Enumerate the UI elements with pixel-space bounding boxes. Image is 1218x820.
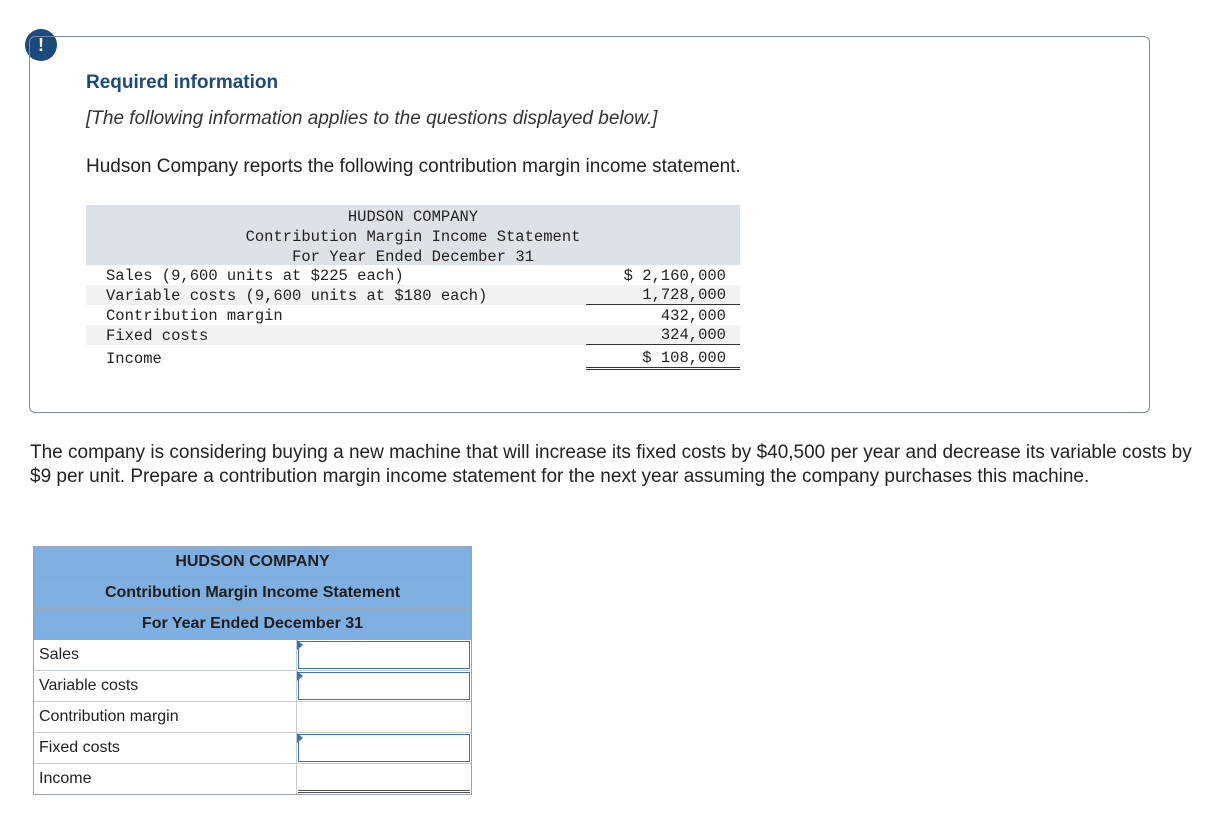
given-row-label: Contribution margin: [106, 307, 283, 325]
given-row-label: Fixed costs: [106, 327, 209, 345]
given-income-statement: [86, 205, 740, 373]
given-row-sales: [86, 265, 740, 285]
required-information-title: Required information: [86, 72, 279, 93]
answer-row-label: Sales: [34, 640, 297, 670]
answer-row-label: Contribution margin: [34, 702, 297, 732]
input-flag-icon: [297, 671, 303, 681]
input-flag-icon: [297, 733, 303, 743]
answer-row-label: Variable costs: [34, 671, 297, 701]
input-flag-icon: [297, 640, 303, 650]
answer-row-income: [34, 764, 471, 794]
answer-row-contribution-margin: [34, 702, 471, 733]
answer-row-variable-costs: [34, 671, 471, 702]
answer-row-label: Income: [34, 764, 297, 794]
answer-statement-title: Contribution Margin Income Statement: [34, 578, 471, 609]
answer-cell: [297, 640, 471, 670]
sales-amount-input[interactable]: [298, 641, 470, 669]
alert-icon: !: [25, 29, 57, 61]
answer-cell: [297, 764, 471, 794]
given-row-label: Variable costs (9,600 units at $180 each): [106, 287, 488, 305]
applies-note: [The following information applies to the questions displayed below.]: [86, 108, 658, 129]
given-row-income: [86, 345, 740, 373]
income-amount-field: [298, 765, 470, 793]
answer-cell: [297, 702, 471, 732]
answer-cell: [297, 671, 471, 701]
given-row-contribution-margin: [86, 305, 740, 325]
given-row-amount: $ 108,000: [586, 349, 740, 370]
answer-cell: [297, 733, 471, 763]
given-company-name: HUDSON COMPANY: [347, 208, 479, 226]
answer-company-name: HUDSON COMPANY: [34, 547, 471, 578]
given-statement-header: [86, 205, 740, 265]
answer-row-sales: [34, 640, 471, 671]
fixed-costs-amount-input[interactable]: [298, 734, 470, 762]
question-text: The company is considering buying a new machine that will increase its fixed costs by $40,500 per year and decrease its variable costs by $9 per unit. Prepare a contribution margin income statement for the next year assuming the company purchases this machine.: [30, 442, 1192, 487]
answer-statement-period: For Year Ended December 31: [34, 609, 471, 640]
contribution-margin-amount-field: [298, 703, 470, 731]
variable-costs-amount-input[interactable]: [298, 672, 470, 700]
intro-text: Hudson Company reports the following contribution margin income statement.: [86, 156, 741, 177]
given-row-fixed-costs: [86, 325, 740, 345]
given-row-amount: 1,728,000: [586, 286, 740, 305]
answer-row-label: Fixed costs: [34, 733, 297, 763]
answer-row-fixed-costs: [34, 733, 471, 764]
given-statement-title: Contribution Margin Income Statement: [245, 228, 581, 246]
given-row-amount: $ 2,160,000: [623, 267, 726, 285]
given-row-label: Sales (9,600 units at $225 each): [106, 267, 404, 285]
given-row-label: Income: [106, 350, 162, 368]
given-row-amount: 432,000: [660, 307, 726, 325]
answer-income-statement: [33, 546, 472, 795]
given-row-amount: 324,000: [586, 326, 740, 345]
given-statement-period: For Year Ended December 31: [292, 248, 534, 266]
given-row-variable-costs: [86, 285, 740, 305]
